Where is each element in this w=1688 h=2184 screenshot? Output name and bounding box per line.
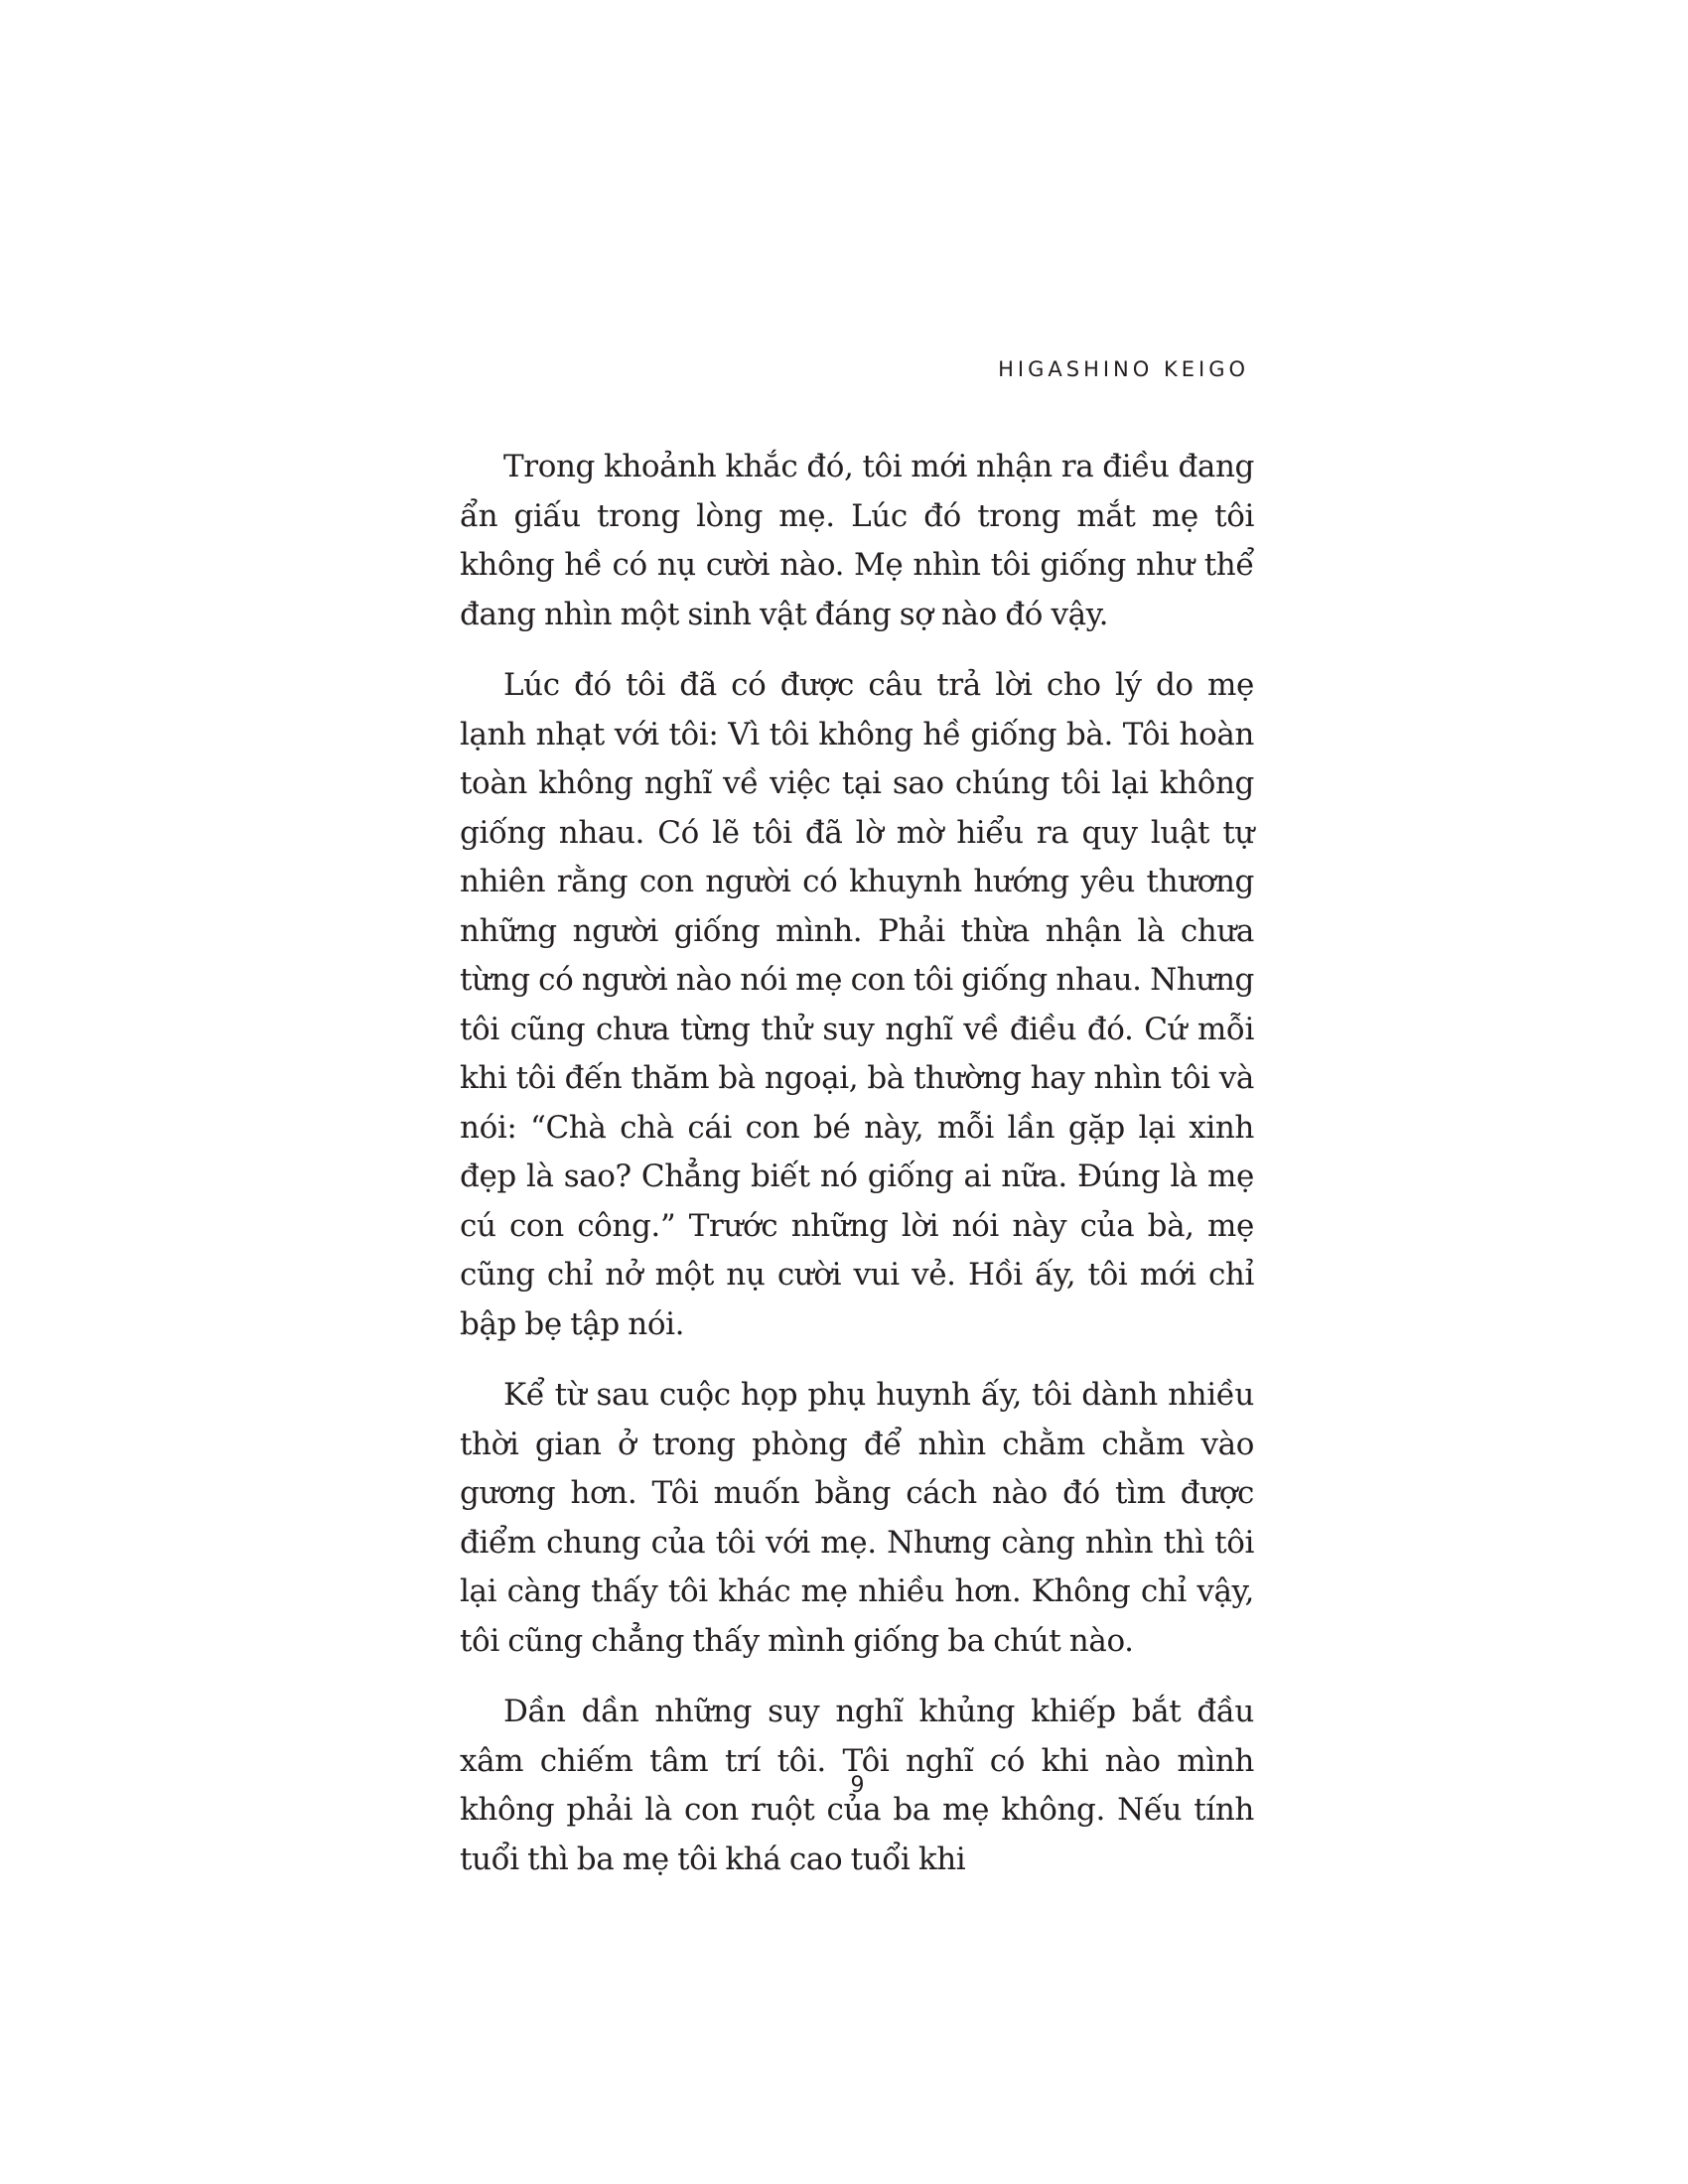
body-text xyxy=(460,443,1254,1906)
paragraph-4: Dần dần những suy nghĩ khủng khiếp bắt đầu xâm chiếm tâm trí tôi. Tôi nghĩ có khi nào mình không phải là con ruột của ba mẹ không. Nếu tính tuổi thì ba mẹ tôi khá cao tuổi khi xyxy=(460,1694,1254,1877)
paragraph-1: Trong khoảnh khắc đó, tôi mới nhận ra điều đang ẩn giấu trong lòng mẹ. Lúc đó trong mắt mẹ tôi không hề có nụ cười nào. Mẹ nhìn tôi giống như thể đang nhìn một sinh vật đáng sợ nào đó vậy. xyxy=(460,449,1254,632)
running-header-author: HIGASHINO KEIGO xyxy=(998,357,1249,381)
paragraph-3: Kể từ sau cuộc họp phụ huynh ấy, tôi dành nhiều thời gian ở trong phòng để nhìn chằm chằm vào gương hơn. Tôi muốn bằng cách nào đó tìm được điểm chung của tôi với mẹ. Nhưng càng nhìn thì tôi lại càng thấy tôi khác mẹ nhiều hơn. Không chỉ vậy, tôi cũng chẳng thấy mình giống ba chút nào. xyxy=(460,1377,1254,1659)
page-number: 9 xyxy=(850,1773,865,1798)
paragraph-2: Lúc đó tôi đã có được câu trả lời cho lý do mẹ lạnh nhạt với tôi: Vì tôi không hề giống bà. Tôi hoàn toàn không nghĩ về việc tại sao chúng tôi lại không giống nhau. Có lẽ tôi đã lờ mờ hiểu ra quy luật tự nhiên rằng con người có khuynh hướng yêu thương những người giống mình. Phải thừa nhận là chưa từng có người nào nói mẹ con tôi giống nhau. Nhưng tôi cũng chưa từng thử suy nghĩ về điều đó. Cứ mỗi khi tôi đến thăm bà ngoại, bà thường hay nhìn tôi và nói: “Chà chà cái con bé này, mỗi lần gặp lại xinh đẹp là sao? Chẳng biết nó giống ai nữa. Đúng là mẹ cú con công.” Trước những lời nói này của bà, mẹ cũng chỉ nở một nụ cười vui vẻ. Hồi ấy, tôi mới chỉ bập bẹ tập nói. xyxy=(460,667,1254,1342)
